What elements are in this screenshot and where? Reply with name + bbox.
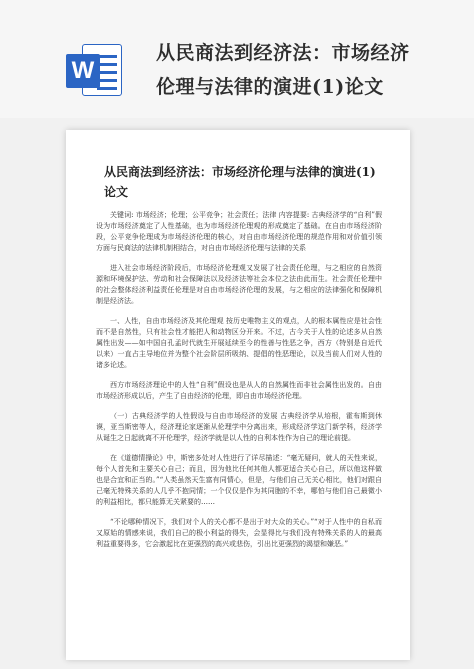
word-badge: W bbox=[66, 54, 100, 88]
document-title-line2: 论文 bbox=[104, 185, 129, 199]
paragraph: 关键词: 市场经济；伦理；公平竞争；社会责任；法律 内容提要: 古典经济学的“自利”假设为市场经济奠定了人性基础，也为市场经济伦理观的形成奠定了基础。在自由市场经济阶段，公平竞争伦理成为市场经济伦理的核心，对自由市场经济伦理的规范作用和对价值引领方面与民商法的法律机制相结合，对自由市场经济伦理与法律的关系 bbox=[96, 211, 382, 252]
paragraph: 一、人性，自由市场经济及其伦理观 按历史唯物主义的观点，人的根本属性应是社会性而不是自然性，只有社会性才能把人和动物区分开来。不过，古今关于人性的论述多从自然属性出发——如中国自孔孟时代就生开展延续至今的性善与性恶之争，西方（特别是自近代以来）一直占主导地位并为整个社会阶层所吸纳、提倡的性恶理论，以及当前人们对人性的诸多论述。 bbox=[96, 317, 382, 369]
paragraph: （一）古典经济学的人性假设与自由市场经济的发展 古典经济学从培根，霍布斯到休谟，亚当斯密等人，经济理论家逐渐从伦理学中分离出来，形成经济学这门新学科，经济学从诞生之日起就离不开伦理学，经济学就是以人性的自利本性作为自己的理论前提。 bbox=[96, 412, 382, 442]
page-title bbox=[156, 36, 456, 104]
paragraph: 进入社会市场经济阶段后，市场经济伦理观又发展了社会责任伦理，与之相应的自然资源和环境保护法、劳动和社会保障法以及经济法等社会本位之法由此而生。社会责任伦理中的社会整体经济利益责任伦理是对自由市场经济伦理的发展，与之相应的法律强化和保障机制是经济法。 bbox=[96, 264, 382, 305]
document-body bbox=[96, 210, 382, 554]
page-title-line1: 从民商法到经济法：市场经济 bbox=[156, 42, 410, 64]
document-preview bbox=[66, 130, 410, 660]
word-document-icon bbox=[66, 40, 124, 98]
page-title-line2: 伦理与法律的演进(1)论文 bbox=[156, 76, 384, 98]
paragraph: “不论哪种情况下，我们对个人的关心都不是出于对大众的关心。”“对于人性中的自私而又原始的情感来说，我们自己的极小利益的得失，会显得比与我们没有特殊关系的人的最高利益重要得多，它会激起比在更强烈的高兴或悲伤，引出比更强烈的渴望和嫌恶。” bbox=[96, 518, 382, 548]
document-title-line1: 从民商法到经济法：市场经济伦理与法律的演进(1) bbox=[104, 165, 376, 179]
paragraph: 西方市场经济理论中的人性“自利”假设也是从人的自然属性而非社会属性出发的。自由市场经济形成以后，产生了自由经济的伦理，即自由市场经济伦理。 bbox=[96, 381, 382, 400]
header-banner bbox=[0, 0, 474, 118]
document-title bbox=[104, 162, 376, 202]
paragraph: 在《道德情操论》中，斯密多处对人性进行了详尽描述：“毫无疑问，就人的天性来说，每个人首先和主要关心自己；而且，因为他比任何其他人都更适合关心自己，所以他这样做也是合宜和正当的。”“人类虽然天生富有同情心，但是，与他们自己无关心相比，他们对跟自己毫无特殊关系的人几乎不抱同情；一个仅仅是作为其同胞的不幸，哪怕与他们自己最微小的利益相比，都只能算无关紧要的…… bbox=[96, 454, 382, 506]
